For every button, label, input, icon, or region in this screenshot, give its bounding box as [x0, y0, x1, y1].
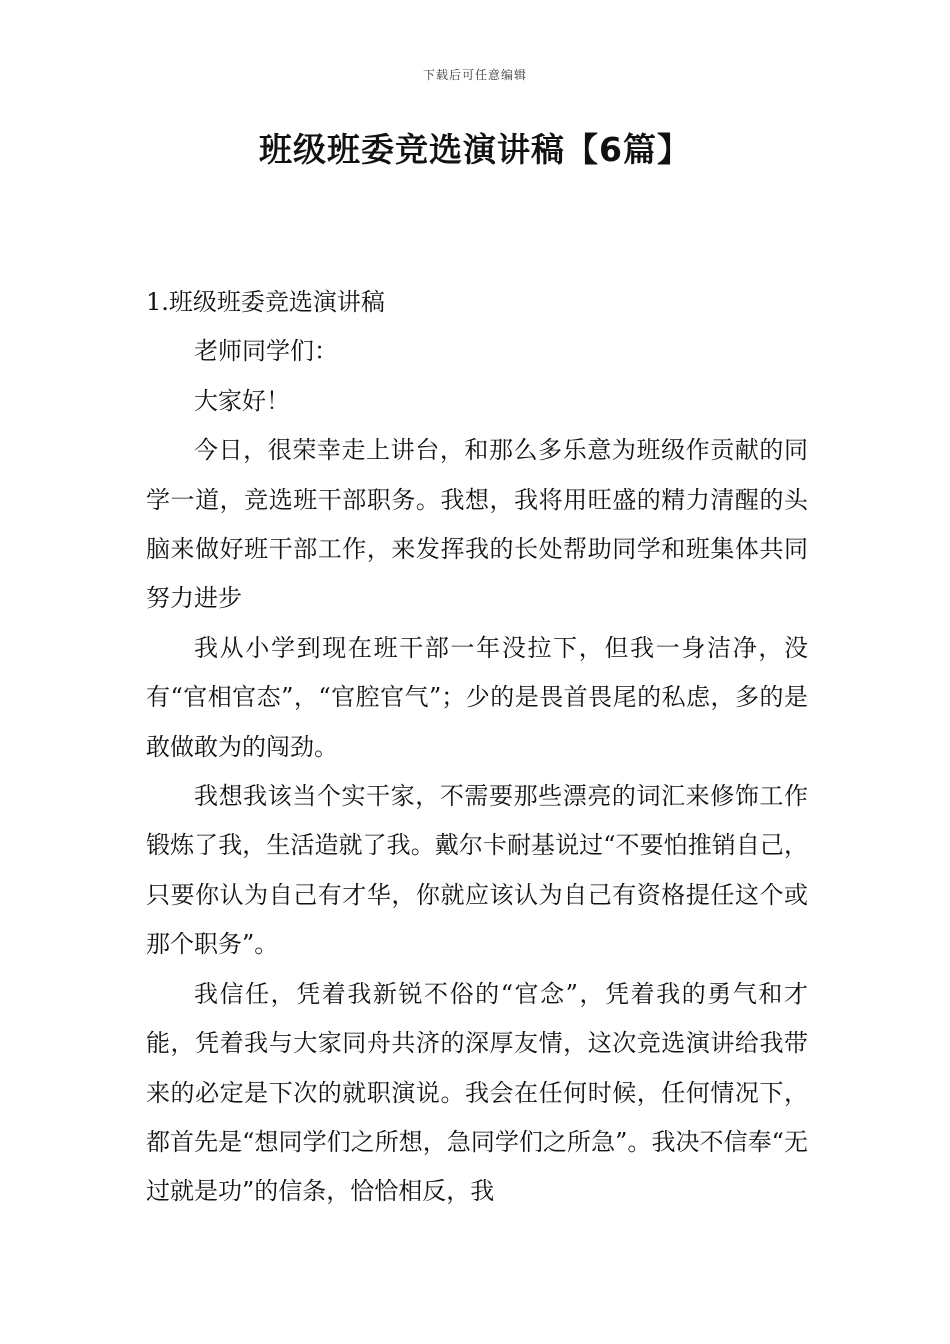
paragraph: 我从小学到现在班干部一年没拉下，但我一身洁净，没有“官相官态”，“官腔官气”；少的是畏首畏尾的私虑，多的是敢做敢为的闯劲。 [146, 633, 808, 761]
paragraph-greeting: 大家好！ [194, 386, 290, 415]
document-body [146, 278, 808, 1217]
paragraph: 我信任，凭着我新锐不俗的“官念”，凭着我的勇气和才能，凭着我与大家同舟共济的深厚友情，这次竞选演讲给我带来的必定是下次的就职演说。我会在任何时候，任何情况下，都首先是“想同学们之所想，急同学们之所急”。我决不信奉“无过就是功”的信条，恰恰相反，我 [146, 979, 808, 1206]
section-heading: 1.班级班委竞选演讲稿 [146, 288, 385, 316]
document-title: 班级班委竞选演讲稿【6篇】 [259, 130, 691, 169]
paragraph-salutation: 老师同学们： [194, 337, 338, 366]
header-note: 下载后可任意编辑 [422, 68, 527, 82]
paragraph: 我想我该当个实干家，不需要那些漂亮的词汇来修饰工作锻炼了我，生活造就了我。戴尔卡耐基说过“不要怕推销自己，只要你认为自己有才华，你就应该认为自己有资格提任这个或那个职务”。 [146, 782, 808, 959]
paragraph: 今日，很荣幸走上讲台，和那么多乐意为班级作贡献的同学一道，竞选班干部职务。我想，我将用旺盛的精力清醒的头脑来做好班干部工作，来发挥我的长处帮助同学和班集体共同努力进步 [146, 436, 808, 613]
